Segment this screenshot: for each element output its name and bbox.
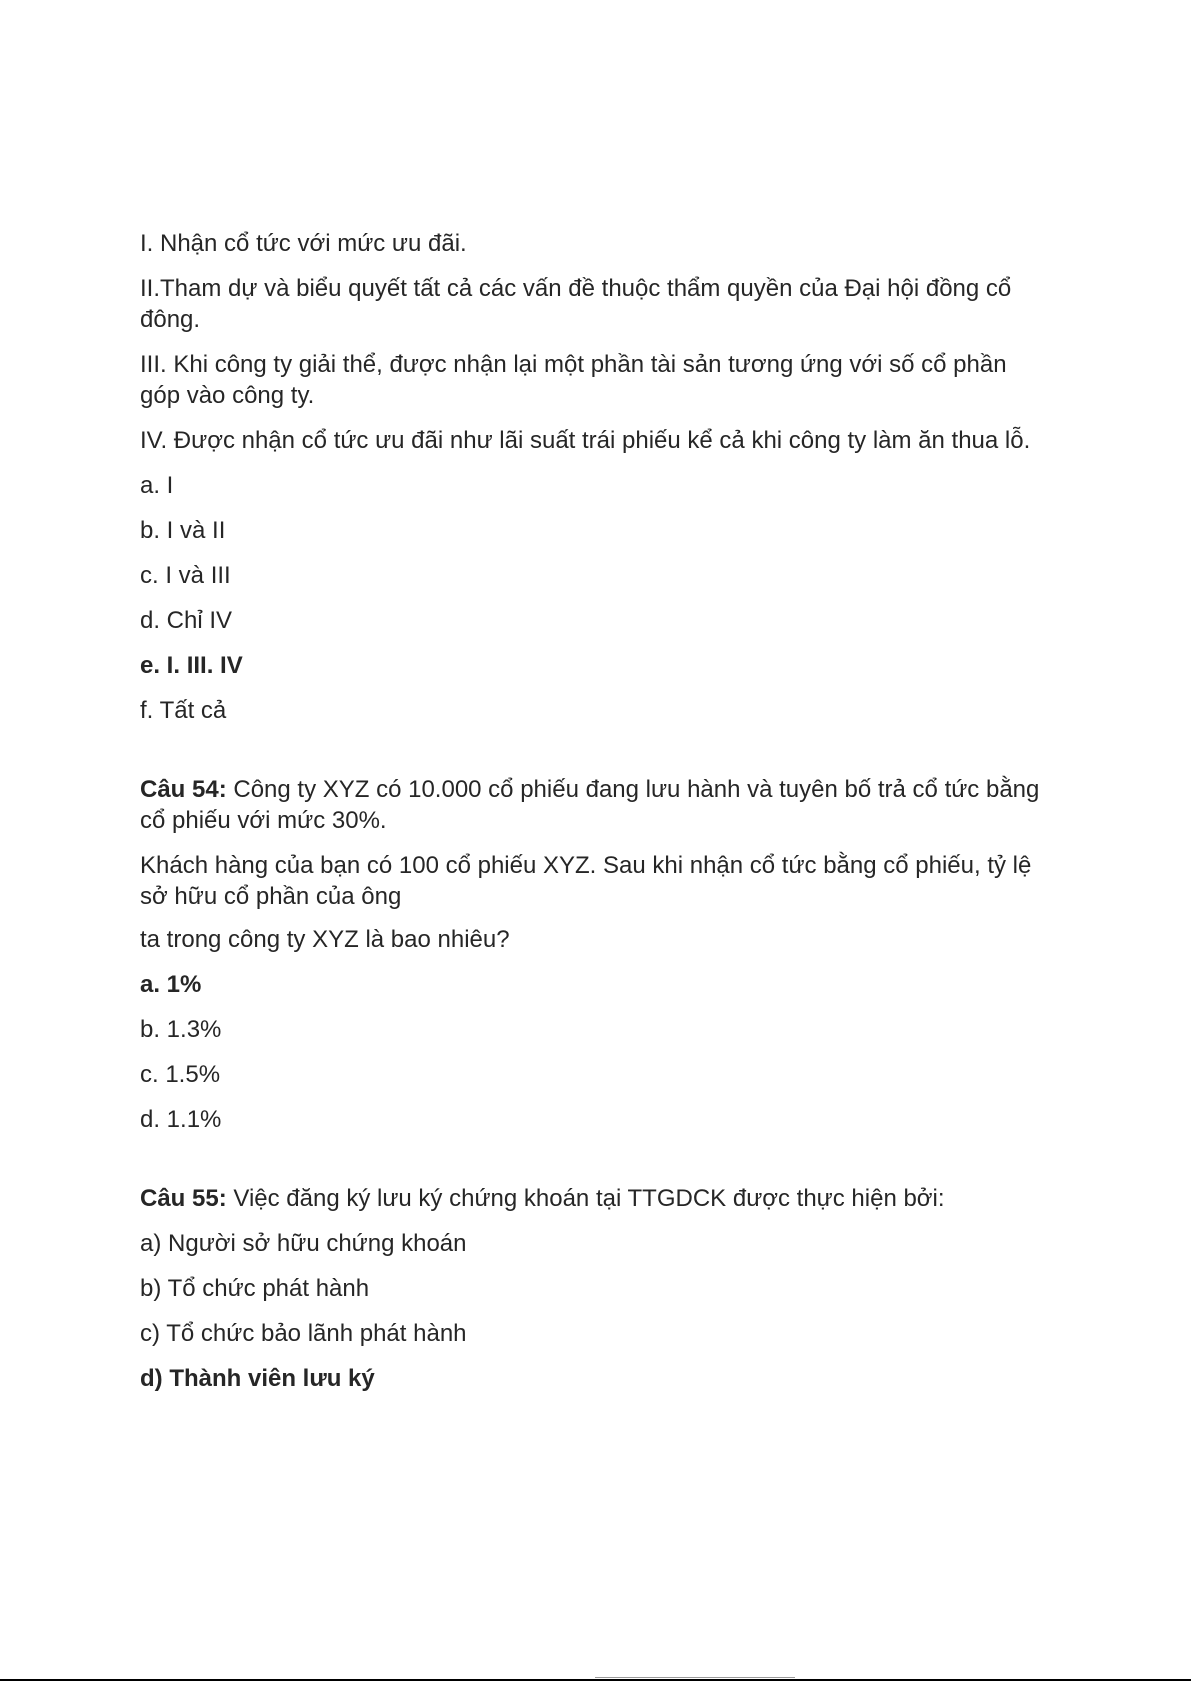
statement-4: IV. Được nhận cổ tức ưu đãi như lãi suất trái phiếu kể cả khi công ty làm ăn thua lỗ. bbox=[140, 427, 1031, 454]
q53-option-b: b. I và II bbox=[140, 517, 226, 544]
q55-option-a: a) Người sở hữu chứng khoán bbox=[140, 1230, 467, 1257]
q54-option-c: c. 1.5% bbox=[140, 1061, 221, 1088]
q54-option-a-answer: a. 1% bbox=[140, 971, 202, 998]
q55-label: Câu 55: bbox=[140, 1185, 227, 1212]
q54-question bbox=[140, 774, 1040, 836]
statement-1: I. Nhận cổ tức với mức ưu đãi. bbox=[140, 230, 467, 257]
q54-text-3: ta trong công ty XYZ là bao nhiêu? bbox=[140, 926, 510, 953]
q53-option-c: c. I và III bbox=[140, 562, 231, 589]
spacer bbox=[140, 1149, 1040, 1183]
document-content bbox=[140, 228, 1040, 1408]
q53-option-e-answer: e. I. III. IV bbox=[140, 652, 243, 679]
q54-text: Công ty XYZ có 10.000 cổ phiếu đang lưu hành và tuyên bố trả cổ tức bằng cổ phiếu với mức 30%. bbox=[140, 776, 1040, 834]
q53-option-a: a. I bbox=[140, 472, 174, 499]
q55-option-c: c) Tổ chức bảo lãnh phát hành bbox=[140, 1320, 467, 1347]
page-bottom-rule-mark bbox=[595, 1677, 795, 1678]
q54-option-b: b. 1.3% bbox=[140, 1016, 222, 1043]
q54-option-d: d. 1.1% bbox=[140, 1106, 222, 1133]
q53-option-f: f. Tất cả bbox=[140, 697, 227, 724]
q55-option-d-answer: d) Thành viên lưu ký bbox=[140, 1365, 375, 1392]
spacer bbox=[140, 740, 1040, 774]
q53-option-d: d. Chỉ IV bbox=[140, 607, 233, 634]
q55-text: Việc đăng ký lưu ký chứng khoán tại TTGDCK được thực hiện bởi: bbox=[226, 1185, 945, 1212]
q55-option-b: b) Tổ chức phát hành bbox=[140, 1275, 370, 1302]
statement-3: III. Khi công ty giải thể, được nhận lại một phần tài sản tương ứng với số cổ phần góp vào công ty. bbox=[140, 351, 1007, 409]
q54-label: Câu 54: bbox=[140, 776, 227, 803]
q55-question bbox=[140, 1183, 1040, 1214]
statement-2: II.Tham dự và biểu quyết tất cả các vấn đề thuộc thẩm quyền của Đại hội đồng cổ đông. bbox=[140, 275, 1012, 333]
page-bottom-rule bbox=[0, 1679, 1191, 1681]
q54-text-2: Khách hàng của bạn có 100 cổ phiếu XYZ. Sau khi nhận cổ tức bằng cổ phiếu, tỷ lệ sở hữu cổ phần của ông bbox=[140, 852, 1032, 910]
